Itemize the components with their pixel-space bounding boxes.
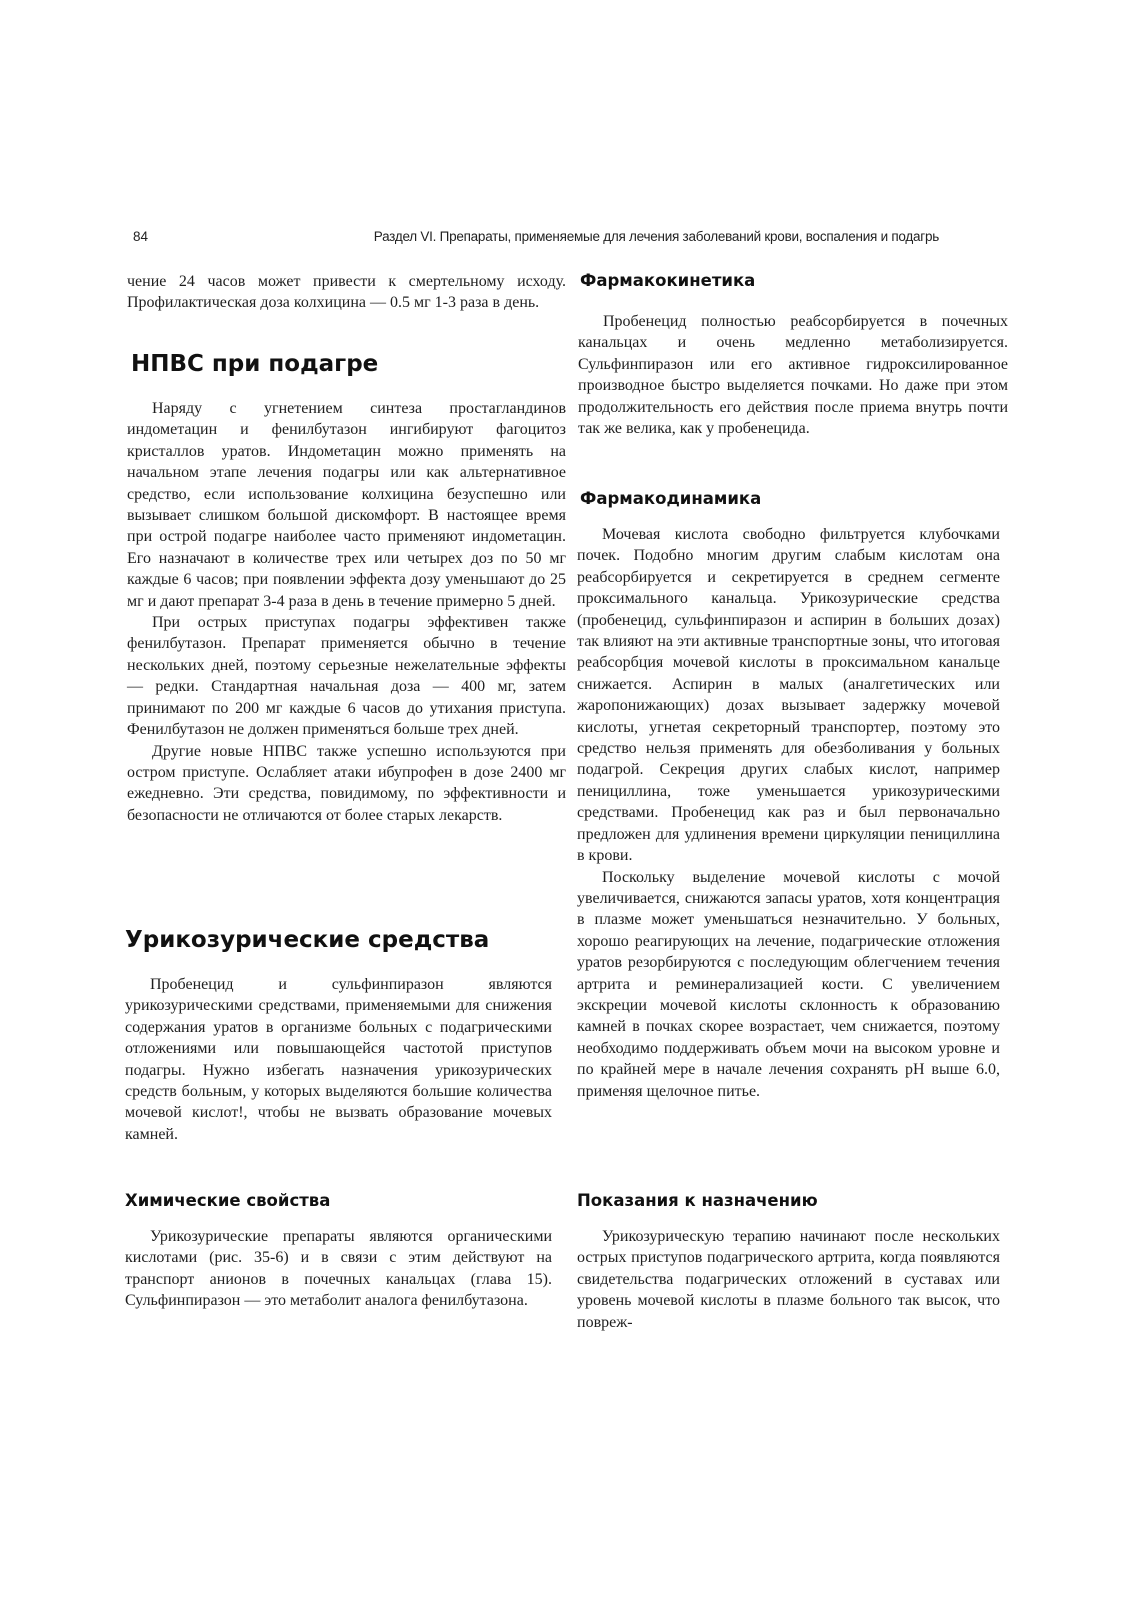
- pd-heading-wrap: [580, 488, 1010, 509]
- page-number: 84: [133, 229, 149, 244]
- uricosuric-section-heading: Урикозурические средства: [125, 927, 490, 953]
- nsaid-paragraph-3: Другие новые НПВС также успешно используются при остром приступе. Ослабляет атаки ибупрофен в дозе 2400 мг ежедневно. Эти средства, повидимому, по эффективности и безопасности не отличаются от более старых лекарств.: [127, 742, 566, 824]
- pharmacodynamics-paragraph-1: Мочевая кислота свободно фильтруется клубочками почек. Подобно многим другим слабым кислотам она реабсорбируется и секретируется в среднем сегменте проксимального канальца. Урикозурические средства (пробенецид, сульфинпиразон и аспирин в больших дозах) так влияют на эти активные транспортные зоны, что итоговая реабсорбция мочевой кислоты в проксимальном канальце снижается. Аспирин в малых (аналгетических или жаропонижающих) дозах вызывает задержку мочевой кислоты, угнетая секреторный транспортер, поэтому это средство нельзя применять для обезболивания у больных подагрой. Секреция других слабых кислот, например пенициллина, тоже уменьшается урикозурическими средствами. Пробенецид как раз и был первоначально предложен для удлинения времени циркуляции пенициллина в крови.: [577, 526, 1000, 865]
- pk-heading-wrap: [580, 270, 1010, 291]
- chemical-properties-paragraph: Урикозурические препараты являются органическими кислотами (рис. 35-6) и в связи с этим действуют на транспорт анионов в почечных канальцах (глава 15). Сульфинпиразон — это метаболит аналога фенилбутазона.: [125, 1228, 552, 1310]
- nsaid-heading-wrap: [131, 351, 570, 377]
- left-intro-paragraph: чение 24 часов может привести к смертельному исходу. Профилактическая доза колхицина — 0.5 мг 1-3 раза в день.: [127, 273, 566, 312]
- pd-section-body: [577, 524, 1000, 1102]
- pharmacokinetics-heading: Фармакокинетика: [580, 271, 756, 290]
- indications-heading: Показания к назначению: [577, 1191, 818, 1210]
- nsaid-section-heading: НПВС при подагре: [131, 351, 379, 377]
- uricosuric-paragraph-1: Пробенецид и сульфинпиразон являются урикозурическими средствами, применяемыми для снижения содержания уратов в организме больных с подагрическими отложениями или повышающейся частотой приступов подагры. Нужно избегать назначения урикозурических средств больным, у которых выделяются большие количества мочевой кислот!, чтобы не вызвать образование мочевых камней.: [125, 976, 552, 1143]
- chem-section-body: [125, 1226, 552, 1312]
- pharmacokinetics-paragraph: Пробенецид полностью реабсорбируется в почечных канальцах и очень медленно метаболизируется. Сульфинпиразон или его активное гидроксилированное производное быстро выделяется почками. Но даже при этом продолжительность его действия после приема внутрь почти так же велика, как у пробенецида.: [578, 313, 1008, 438]
- indications-paragraph: Урикозурическую терапию начинают после нескольких острых приступов подагрического артрита, когда появляются свидетельства подагрических отложений в суставах или уровень мочевой кислоты в плазме больного так высок, что повреж-: [577, 1228, 1000, 1331]
- running-header-title: Раздел VI. Препараты, применяемые для лечения заболеваний крови, воспаления и подагрь: [373, 229, 939, 244]
- pharmacodynamics-heading: Фармакодинамика: [580, 489, 762, 508]
- nsaid-paragraph-2: При острых приступах подагры эффективен также фенилбутазон. Препарат применяется обычно в течение нескольких дней, поэтому серьезные нежелательные эффекты — редки. Стандартная начальная доза — 400 мг, затем принимают по 200 мг каждые 6 часов до утихания приступа. Фенилбутазон не должен применяться больше трех дней.: [127, 614, 566, 739]
- chemical-properties-heading: Химические свойства: [125, 1191, 331, 1210]
- pk-section-body: [578, 311, 1008, 439]
- pharmacodynamics-paragraph-2: Поскольку выделение мочевой кислоты с мочой увеличивается, снижаются запасы уратов, хотя концентрация в плазме может уменьшаться незначительно. У больных, хорошо реагирующих на лечение, подагрические отложения уратов резорбируются с последующим облегчением течения артрита и реминерализацией кости. С увеличением экскреции мочевой кислоты склонность к образованию камней в почках скорее возрастает, чем снижается, поэтому необходимо поддерживать объем мочи на высоком уровне и по крайней мере в начале лечения сохранять pH выше 6.0, применяя щелочное питье.: [577, 868, 1000, 1100]
- running-header: [0, 229, 1132, 251]
- uricosuric-heading-wrap: [125, 927, 564, 953]
- chem-heading-wrap: [125, 1190, 564, 1211]
- nsaid-paragraph-1: Наряду с угнетением синтеза простагландинов индометацин и фенилбутазон ингибируют фагоцитоз кристаллов уратов. Индометацин можно применять на начальном этапе лечения подагры или как альтернативное средство, если использование колхицина безуспешно или вызывает слишком большой дискомфорт. В настоящее время при острой подагре наиболее часто применяют индометацин. Его назначают в количестве трех или четырех доз по 50 мг каждые 6 часов; при появлении эффекта дозу уменьшают до 25 мг и дают препарат 3-4 раза в день в течение примерно 5 дней.: [127, 400, 566, 610]
- ind-heading-wrap: [577, 1190, 1007, 1211]
- uricosuric-section-body: [125, 974, 552, 1145]
- ind-section-body: [577, 1226, 1000, 1333]
- nsaid-section-body: [127, 398, 566, 826]
